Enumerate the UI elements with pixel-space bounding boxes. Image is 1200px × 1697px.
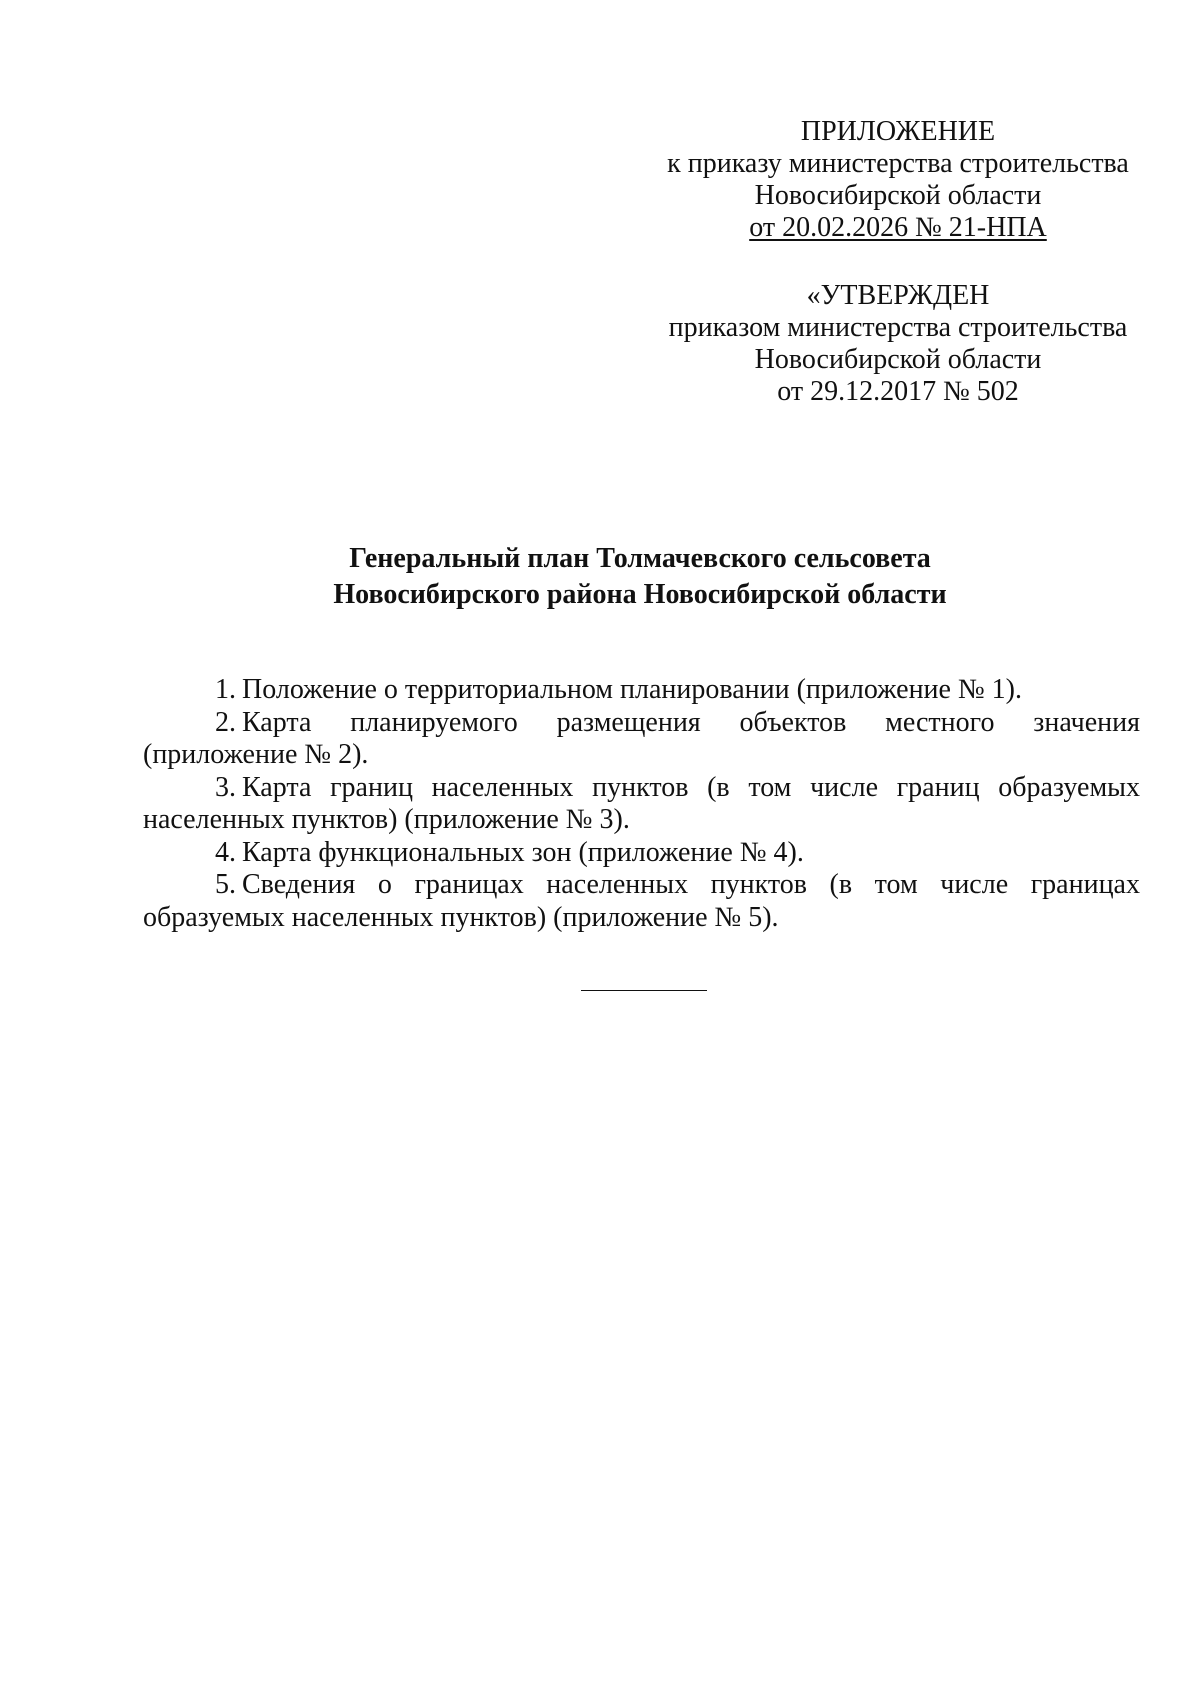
list-item (143, 772, 1140, 837)
approval-stamp-text (638, 280, 1158, 408)
list-item (143, 674, 1140, 707)
list-item-number: 1. (215, 674, 236, 705)
list-item-number: 3. (215, 771, 236, 803)
approved-region-line: Новосибирской области (754, 344, 1042, 375)
list-item-text: Карта границ населенных пунктов (в том числе границ образуемых населенных пунктов) (приложение № 3). (143, 771, 1140, 835)
approved-order-date: от 29.12.2017 № 502 (777, 376, 1019, 407)
title-line-2: Новосибирского района Новосибирской области (333, 579, 947, 610)
list-item (143, 707, 1140, 772)
list-item-text: Сведения о границах населенных пунктов (в том числе границах образуемых населенных пунктов) (приложение № 5). (143, 869, 1140, 933)
approved-order-line: приказом министерства строительства (668, 312, 1128, 343)
list-item-text: Карта функциональных зон (приложение № 4). (242, 836, 804, 868)
contents-list (143, 674, 1140, 934)
appendix-header (638, 116, 1158, 244)
appendix-order-line: к приказу министерства строительства (667, 148, 1129, 179)
appendix-heading: ПРИЛОЖЕНИЕ (800, 116, 996, 147)
appendix-region-line: Новосибирской области (754, 180, 1042, 211)
list-item-number: 2. (215, 706, 236, 738)
list-item-number: 5. (215, 869, 236, 900)
appendix-order-date: от 20.02.2026 № 21-НПА (749, 212, 1047, 243)
list-item-number: 4. (215, 836, 236, 868)
list-item-text: Карта планируемого размещения объектов местного значения (приложение № 2). (143, 706, 1140, 770)
document-title (140, 541, 1140, 613)
list-item (143, 869, 1140, 934)
list-item-text: Положение о территориальном планировании (приложение № 1). (242, 674, 1023, 705)
list-item (143, 837, 1140, 870)
title-line-1: Генеральный план Толмачевского сельсовета (349, 543, 931, 574)
end-of-document-rule (581, 990, 707, 991)
approved-heading: «УТВЕРЖДЕН (806, 280, 990, 311)
